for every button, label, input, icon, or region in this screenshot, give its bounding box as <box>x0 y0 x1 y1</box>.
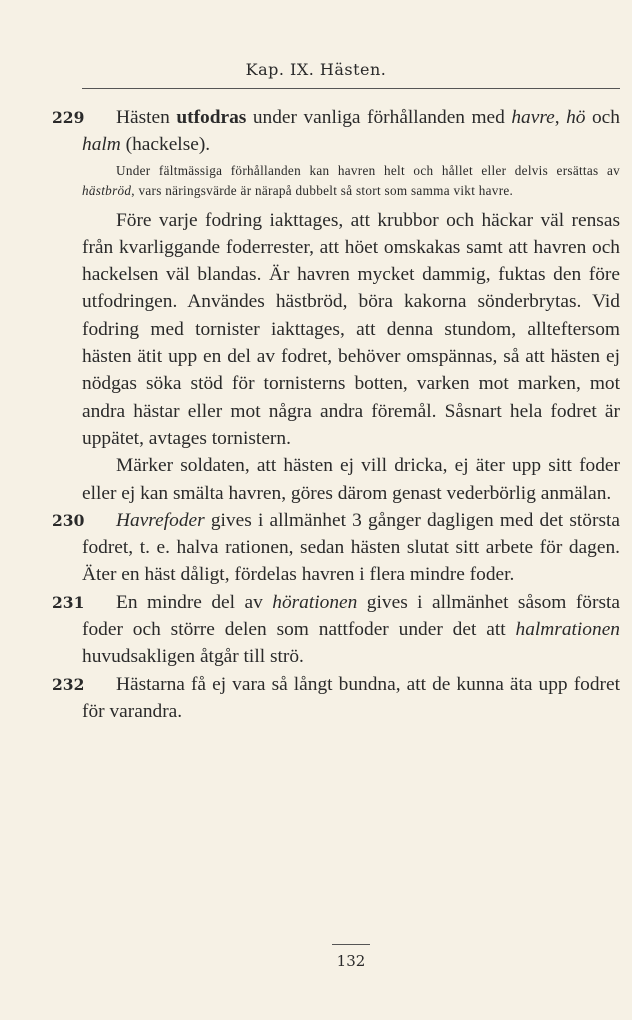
footer-rule <box>332 944 370 945</box>
term-hastbrod: hästbröd <box>82 182 132 198</box>
paragraph-230: 230 Havrefoder gives i allmänhet 3 gånger dagligen med det största fodret, t. e. halva rationen, sedan hästen slutat sitt arbete för dagen. Äter en häst dåligt, fördelas havren i flera mindre foder. <box>82 507 620 589</box>
term-ho: hö <box>566 107 586 128</box>
section-number-231: 231 <box>52 592 85 612</box>
paragraph-232: 232 Hästarna få ej vara så långt bundna, att de kunna äta upp fodret för varandra. <box>82 671 620 726</box>
paragraph-229: 229 Hästen utfodras under vanliga förhållanden med havre, hö och halm (hackelse). <box>82 104 620 159</box>
note-229: Under fältmässiga förhållanden kan havren helt och hållet eller delvis ersättas av hästbröd, vars näringsvärde är närapå dubbelt så stort som samma vikt havre. <box>82 162 620 198</box>
emphasis-utfodras: utfodras <box>176 107 247 128</box>
page-number: 132 <box>336 952 366 970</box>
term-havrefoder: Havrefoder <box>116 509 205 531</box>
running-header: Kap. IX. Hästen. <box>245 60 387 79</box>
section-number-229: 229 <box>52 108 85 127</box>
section-number-232: 232 <box>52 674 85 694</box>
term-havre: havre <box>511 107 555 128</box>
term-halm: halm <box>82 134 121 156</box>
paragraph-229-report: Märker soldaten, att hästen ej vill dricka, ej äter upp sitt foder eller ej kan smälta havren, göres därom genast vederbörlig anmälan. <box>82 455 620 504</box>
paragraph-231: 231 En mindre del av hörationen gives i allmänhet såsom första foder och större delen som nattfoder under det att halmrationen huvudsakligen åtgår till strö. <box>82 589 620 671</box>
term-halmrationen: halmrationen <box>515 619 620 641</box>
header-rule <box>82 88 620 89</box>
paragraph-229-feeding: Före varje fodring iakttages, att krubbor och häckar väl rensas från kvarliggande foderrester, att höet omskakas samt att havren och hackelsen väl blandas. Är havren mycket dammig, fuktas den före utfodringen. Användes hästbröd, böra kakorna sönderbrytas. Vid fodring med tornister iakttages, att denna stundom, allteftersom hästen ätit upp en del av fodret, behöver omspännas, så att hästen ej nödgas söka stöd för tornisterns botten, varken mot marken, mot andra hästar eller mot några andra föremål. Såsnart hela fodret är uppätet, avtages tornistern. <box>82 209 620 449</box>
section-number-230: 230 <box>52 510 85 530</box>
term-horationen: hörationen <box>272 591 358 613</box>
text-block <box>52 104 620 725</box>
